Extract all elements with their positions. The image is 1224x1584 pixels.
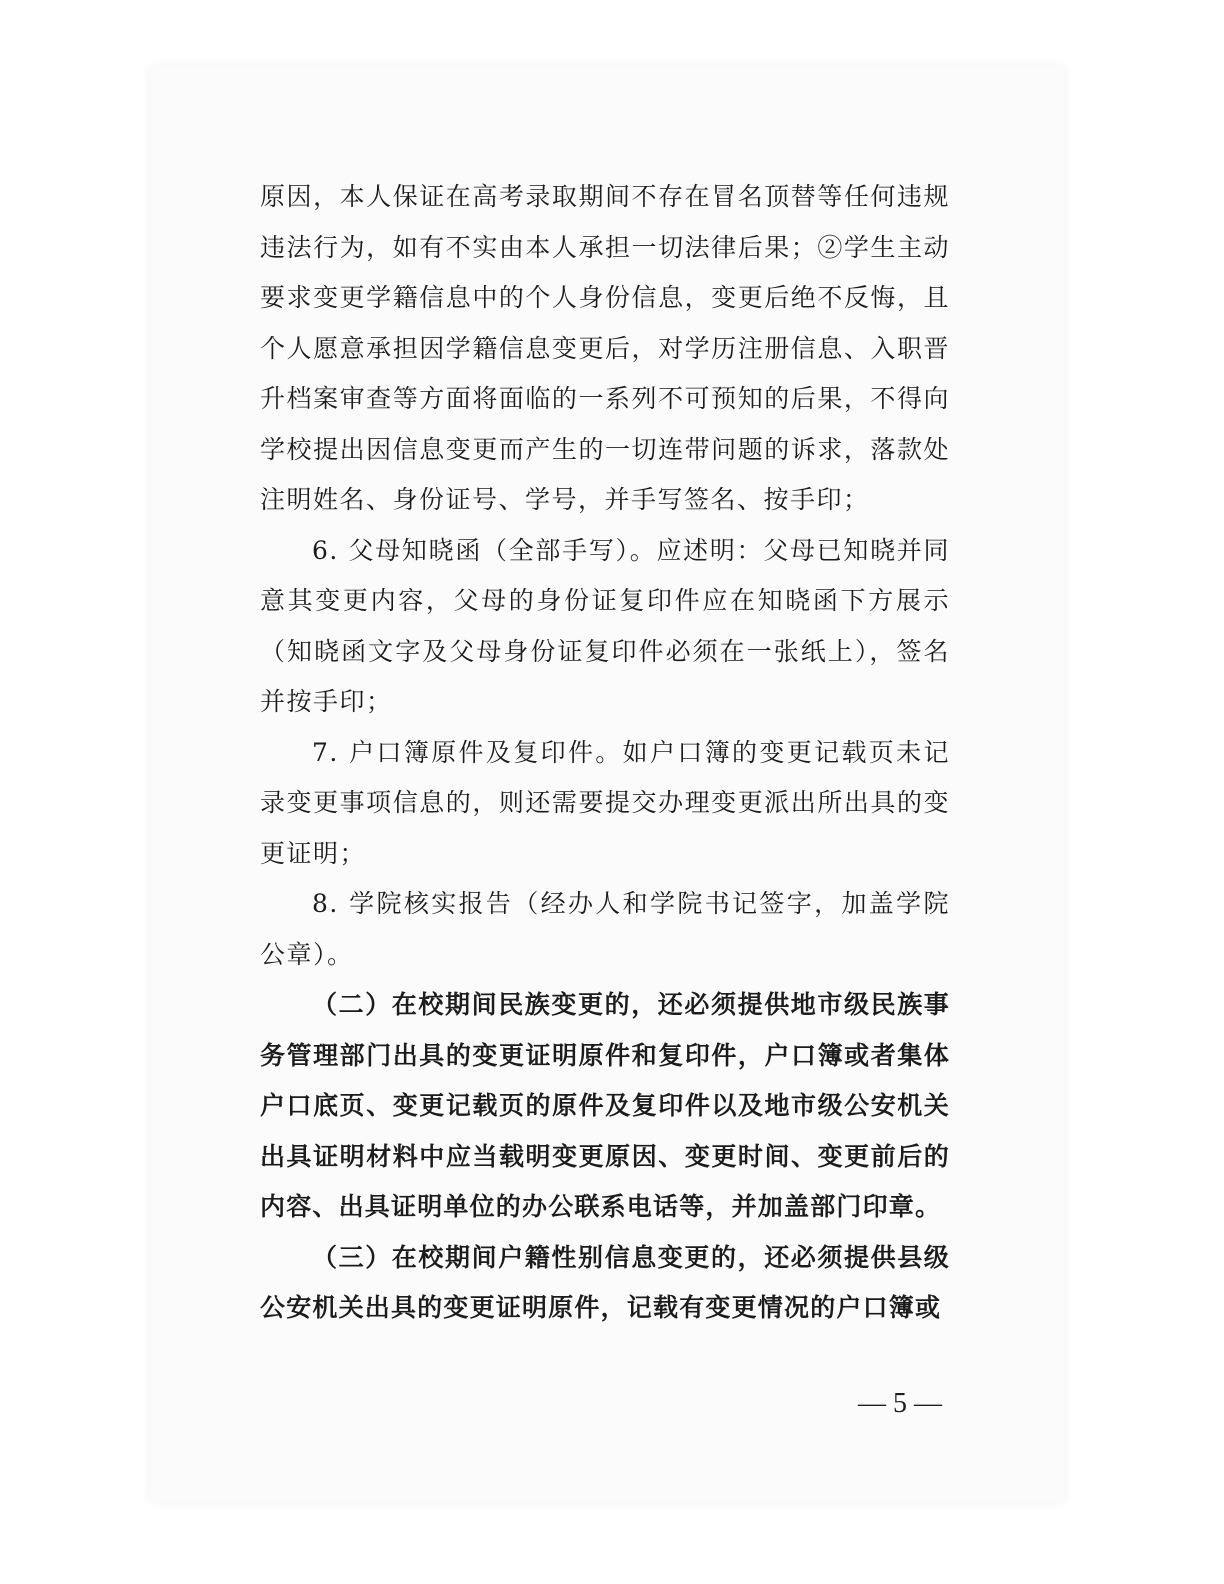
paragraph-item-8-college-report: 8. 学院核实报告（经办人和学院书记签字，加盖学院公章）。 [260,889,950,969]
paragraph-item-6-parent-letter: 6. 父母知晓函（全部手写）。应述明：父母已知晓并同意其变更内容，父母的身份证复印件应在知晓函下方展示（知晓函文字及父母身份证复印件必须在一张纸上），签名并按手印； [260,535,950,716]
paragraph-item-7-household-register: 7. 户口簿原件及复印件。如户口簿的变更记载页未记录变更事项信息的，则还需要提交办理变更派出所出具的变更证明； [260,737,950,868]
document-body [260,172,950,1334]
page-number: — 5 — [858,1388,942,1419]
paragraph-commitment-continued: 原因，本人保证在高考录取期间不存在冒名顶替等任何违规违法行为，如有不实由本人承担一切法律后果；②学生主动要求变更学籍信息中的个人身份信息，变更后绝不反悔，且个人愿意承担因学籍信息变更后，对学历注册信息、入职晋升档案审查等方面将面临的一系列不可预知的后果，不得向学校提出因信息变更而产生的一切连带问题的诉求，落款处注明姓名、身份证号、学号，并手写签名、按手印； [260,182,950,514]
paragraph-section-3-gender-change: （三）在校期间户籍性别信息变更的，还必须提供县级公安机关出具的变更证明原件，记载有变更情况的户口簿或 [260,1242,950,1322]
paragraph-section-2-ethnicity-change: （二）在校期间民族变更的，还必须提供地市级民族事务管理部门出具的变更证明原件和复印件，户口簿或者集体户口底页、变更记载页的原件及复印件以及地市级公安机关出具证明材料中应当载明变更原因、变更时间、变更前后的内容、出具证明单位的办公联系电话等，并加盖部门印章。 [260,990,950,1221]
